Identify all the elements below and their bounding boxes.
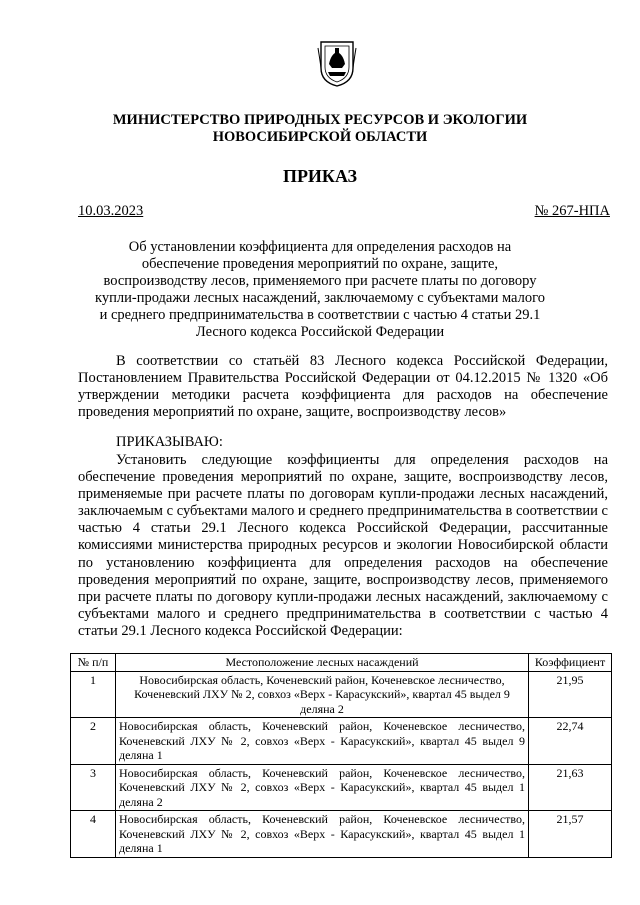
document-date: 10.03.2023	[78, 203, 144, 219]
order-keyword: ПРИКАЗЫВАЮ:	[116, 434, 223, 450]
table-row	[71, 718, 612, 765]
table-row	[71, 671, 612, 718]
header-number: № п/п	[71, 654, 116, 672]
document-type-title: ПРИКАЗ	[282, 166, 358, 186]
row-location: Новосибирская область, Коченевский район, Коченевское лесничество, Коченевский ЛХУ № 2, совхоз «Верх - Карасукский», квартал 45 выдел 9 деляна 1	[116, 718, 529, 765]
table-row	[71, 764, 612, 811]
preamble-paragraph: В соответствии со статьёй 83 Лесного кодекса Российской Федерации, Постановлением Правительства Российской Федерации от 04.12.2015 № 1320 «Об утверждении методики расчета коэффициента для расходов на обеспечение проведения мероприятий по охране, защите, воспроизводству лесов»	[78, 353, 608, 421]
row-coefficient: 21,57	[529, 811, 612, 858]
row-number: 4	[71, 811, 116, 858]
coefficients-table	[70, 653, 612, 858]
header-location: Местоположение лесных насаждений	[116, 654, 529, 672]
row-location: Новосибирская область, Коченевский район, Коченевское лесничество, Коченевский ЛХУ № 2, совхоз «Верх - Карасукский», квартал 45 выдел 9 деляна 2	[116, 671, 529, 718]
document-subject: Об установлении коэффициента для определения расходов на обеспечение проведения мероприятий по охране, защите, воспроизводству лесов, применяемого при расчете платы по договору купли-продажи лесных насаждений, заключаемому с субъектами малого и среднего предпринимательства в соответствии с частью 4 статьи 29.1 Лесного кодекса Российской Федерации	[95, 239, 545, 340]
document-number: № 267-НПА	[534, 203, 610, 219]
header-coefficient: Коэффициент	[529, 654, 612, 672]
ministry-name-line1: МИНИСТЕРСТВО ПРИРОДНЫХ РЕСУРСОВ И ЭКОЛОГИИ	[112, 112, 528, 128]
row-location: Новосибирская область, Коченевский район, Коченевское лесничество, Коченевский ЛХУ № 2, совхоз «Верх - Карасукский», квартал 45 выдел 1 деляна 1	[116, 811, 529, 858]
row-number: 1	[71, 671, 116, 718]
row-coefficient: 22,74	[529, 718, 612, 765]
ministry-name	[60, 112, 580, 146]
row-number: 3	[71, 764, 116, 811]
row-number: 2	[71, 718, 116, 765]
instruction-paragraph: Установить следующие коэффициенты для определения расходов на обеспечение проведения мероприятий по охране, защите, воспроизводству лесов, применяемые при расчете платы по договорам купли-продажи лесных насаждений, заключаемым с субъектами малого и среднего предпринимательства в соответствии с частью 4 статьи 29.1 Лесного кодекса Российской Федерации, рассчитанные комиссиями министерства природных ресурсов и экологии Новосибирской области по установлению коэффициента для определения расходов на обеспечение проведения мероприятий по охране, защите, воспроизводству лесов, применяемого при расчете платы по договору купли-продажи лесных насаждений, заключаемому с субъектами малого и среднего предпринимательства в соответствии с частью 4 статьи 29.1 Лесного кодекса Российской Федерации:	[78, 452, 608, 639]
row-coefficient: 21,63	[529, 764, 612, 811]
row-location: Новосибирская область, Коченевский район, Коченевское лесничество, Коченевский ЛХУ № 2, совхоз «Верх - Карасукский», квартал 45 выдел 1 деляна 2	[116, 764, 529, 811]
coat-of-arms-icon	[317, 38, 357, 88]
ministry-name-line2: НОВОСИБИРСКОЙ ОБЛАСТИ	[212, 129, 428, 145]
table-row	[71, 811, 612, 858]
table-header-row	[71, 654, 612, 672]
row-coefficient: 21,95	[529, 671, 612, 718]
